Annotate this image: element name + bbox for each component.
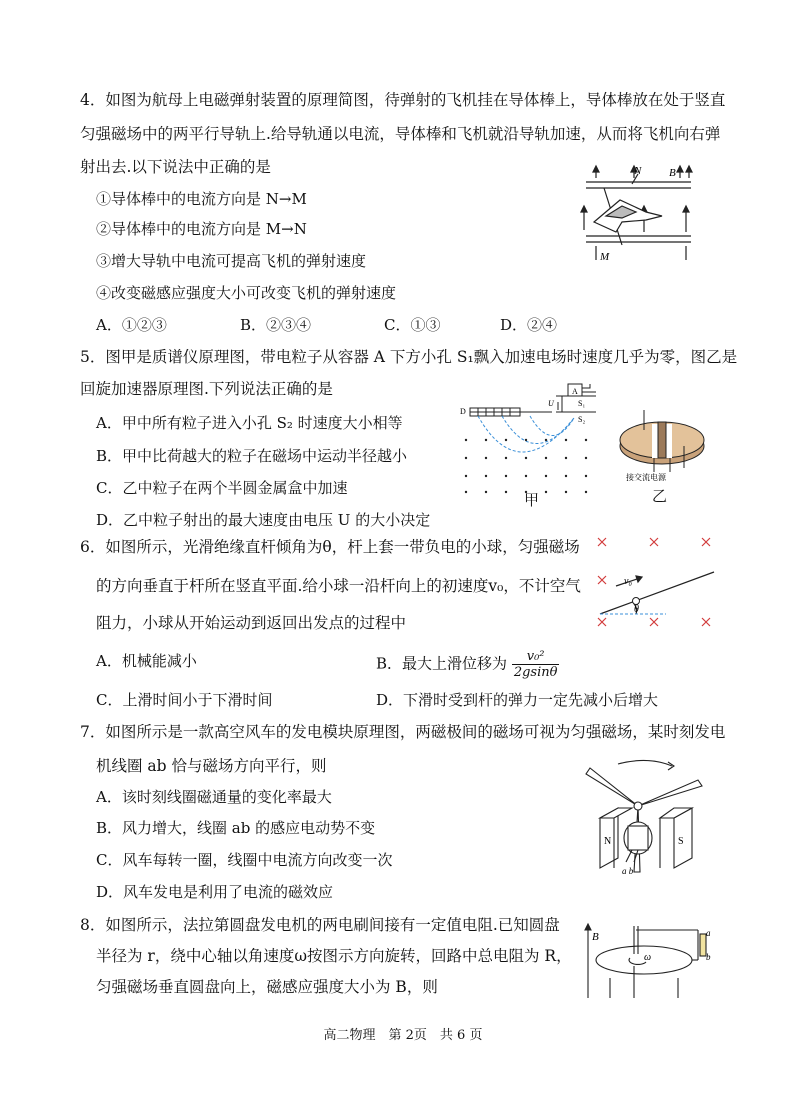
q8-fig-label-a: a (706, 928, 711, 938)
q4-option-b: B．②③④ (240, 316, 312, 334)
q4-option-d: D．②④ (500, 316, 558, 334)
q6-fig-label-v0: v₀ (624, 576, 632, 587)
q4-fig-label-m: M (600, 251, 610, 263)
q5-fig-label-a: A (572, 387, 578, 396)
q6-option-b (376, 649, 559, 680)
q5-option-b: B．甲中比荷越大的粒子在磁场中运动半径越小 (96, 447, 408, 465)
q7-option-c: C．风车每转一圈，线圈中电流方向改变一次 (96, 851, 393, 869)
q5-fig-caption-jia: 甲 (524, 491, 540, 509)
q6-fraction-numerator: v₀² (512, 649, 560, 665)
q7-fig-label-s: S (678, 836, 684, 847)
q5-stem-line1: 5．图甲是质谱仪原理图，带电粒子从容器 A 下方小孔 S₁飘入加速电场时速度几乎为零，图乙是 (80, 348, 738, 366)
q5-fig-label-s2: S₂ (578, 415, 586, 424)
q7-fig-label-n: N (604, 836, 612, 847)
q6-inclined-rod-diagram (590, 532, 720, 632)
q6-option-c: C．上滑时间小于下滑时间 (96, 691, 273, 709)
q4-rail-diagram (576, 160, 706, 265)
q8-stem-line2: 半径为 r，绕中心轴以角速度ω按图示方向旋转，回路中总电阻为 R， (96, 947, 572, 965)
q6-option-d: D．下滑时受到杆的弹力一定先减小后增大 (376, 691, 659, 709)
q6-fraction-denominator: 2gsinθ (513, 665, 558, 680)
q7-stem-line1: 7．如图所示是一款高空风车的发电模块原理图，两磁极间的磁场可视为匀强磁场，某时刻发电 (80, 723, 726, 741)
q8-fig-label-omega: ω (644, 952, 652, 963)
page-footer: 高二物理 第 2页 共 6 页 (323, 1028, 483, 1043)
q8-stem-line3: 匀强磁场垂直圆盘向上，磁感应强度大小为 B，则 (96, 978, 438, 996)
q6-fig-label-theta: θ (634, 604, 639, 615)
q5-cyclotron-diagram (614, 402, 710, 482)
q5-fig-caption-yi: 乙 (652, 487, 668, 505)
q6-stem-line3: 阻力，小球从开始运动到返回出发点的过程中 (96, 614, 407, 632)
q6-stem-line1: 6．如图所示，光滑绝缘直杆倾角为θ，杆上套一带负电的小球，匀强磁场 (80, 538, 580, 556)
q4-statement-1: ①导体棒中的电流方向是 N→M (96, 190, 307, 208)
q4-stem-line3: 射出去.以下说法中正确的是 (80, 158, 271, 176)
q5-option-a: A．甲中所有粒子进入小孔 S₂ 时速度大小相等 (96, 414, 403, 432)
q5-fig-label-s1: S₁ (578, 399, 586, 408)
q5-fig-label-d: D (460, 407, 466, 416)
q5-option-d: D．乙中粒子射出的最大速度由电压 U 的大小决定 (96, 511, 431, 529)
q7-wind-turbine-diagram (578, 752, 718, 877)
q7-fig-label-ab: a b (622, 866, 634, 876)
q5-fig-label-u: U (548, 399, 554, 408)
q4-statement-2: ②导体棒中的电流方向是 M→N (96, 220, 307, 238)
q7-option-d: D．风车发电是利用了电流的磁效应 (96, 883, 334, 901)
q7-stem-line2: 机线圈 ab 恰与磁场方向平行，则 (96, 757, 327, 775)
q8-fig-label-b: B (592, 931, 599, 943)
q4-stem-line1: 4．如图为航母上电磁弹射装置的原理简图，待弹射的飞机挂在导体棒上，导体棒放在处于竖直 (80, 91, 726, 109)
q4-option-a: A．①②③ (96, 316, 167, 334)
q6-option-b-fraction (512, 649, 560, 680)
q4-statement-3: ③增大导轨中电流可提高飞机的弹射速度 (96, 252, 367, 270)
q6-option-b-prefix: B．最大上滑位移为 (376, 654, 508, 673)
q5-mass-spectrometer-diagram (456, 382, 606, 507)
q8-stem-line1: 8．如图所示，法拉第圆盘发电机的两电刷间接有一定值电阻.已知圆盘 (80, 916, 560, 934)
q6-stem-line2: 的方向垂直于杆所在竖直平面.给小球一沿杆向上的初速度v₀，不计空气 (96, 577, 581, 595)
q4-option-c: C．①③ (384, 316, 441, 334)
q5-stem-line2: 回旋加速器原理图.下列说法正确的是 (80, 380, 333, 398)
q7-option-b: B．风力增大，线圈 ab 的感应电动势不变 (96, 819, 376, 837)
q5-option-c: C．乙中粒子在两个半圆金属盒中加速 (96, 479, 348, 497)
q4-fig-label-n: N (634, 165, 642, 177)
q5-fig-label-ac: 接交流电源 (626, 473, 666, 482)
q8-fig-label-b-terminal: b (706, 952, 711, 962)
q4-fig-label-b: B (669, 167, 676, 179)
q4-stem-line2: 匀强磁场中的两平行导轨上.给导轨通以电流，导体棒和飞机就沿导轨加速，从而将飞机向右弹 (80, 125, 721, 143)
q7-option-a: A．该时刻线圈磁通量的变化率最大 (96, 788, 332, 806)
q8-faraday-disk-diagram (574, 920, 714, 1000)
q4-statement-4: ④改变磁感应强度大小可改变飞机的弹射速度 (96, 284, 397, 302)
q6-option-a: A．机械能减小 (96, 652, 197, 670)
